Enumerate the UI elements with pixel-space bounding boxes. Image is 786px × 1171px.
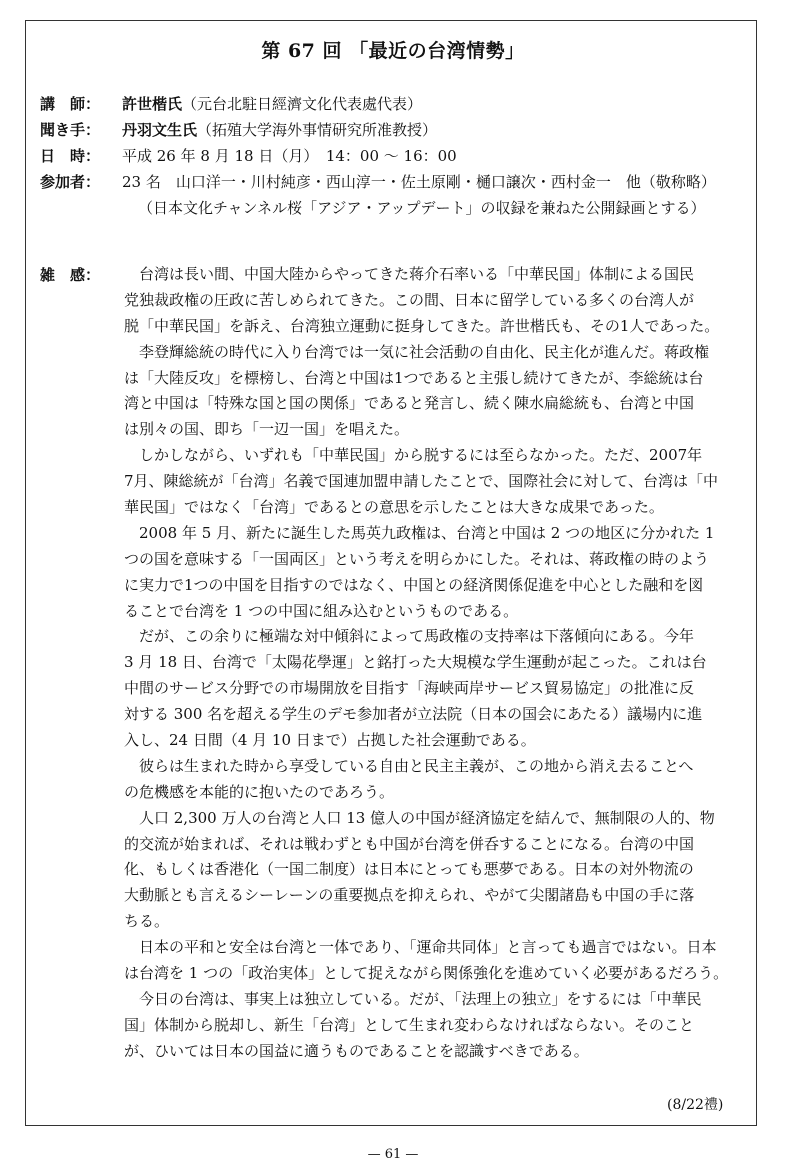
body-line: 日本の平和と安全は台湾と一体であり、「運命共同体」と言っても過言ではない。日本 — [124, 938, 717, 957]
body-line: つの国を意味する「一国両区」という考えを明らかにした。それは、蒋政権の時のよう — [124, 549, 710, 568]
body-line: だが、この余りに極端な対中傾斜によって馬政権の支持率は下落傾向にある。今年 — [124, 627, 695, 646]
body-line: は別々の国、即ち「一辺一国」を唱えた。 — [124, 420, 410, 439]
body-line: 湾と中国は「特殊な国と国の関係」であると発言し、続く陳水扁総統も、台湾と中国 — [124, 394, 695, 413]
body-line: 今日の台湾は、事実上は独立している。だが、「法理上の独立」をするには「中華民 — [124, 989, 702, 1008]
lecturer-label: 講 師： — [40, 95, 101, 113]
body-line: 国」体制から脱却し、新生「台湾」として生まれ変わらなければならない。そのこと — [124, 1015, 695, 1034]
signature: (8/22禮) — [667, 1097, 724, 1113]
interviewer-label: 聞き手： — [40, 121, 101, 139]
body-line: 大動脈とも言えるシーレーンの重要拠点を抑えられ、やがて尖閣諸島も中国の手に落 — [124, 886, 695, 905]
body-line: 彼らは生まれた時から享受している自由と民主主義が、この地から消え去ることへ — [124, 756, 694, 775]
datetime-row — [40, 143, 750, 169]
body-line: 脱「中華民国」を訴え、台湾独立運動に挺身してきた。許世楷氏も、その1人であった。 — [124, 316, 720, 335]
body-line: は「大陸反攻」を標榜し、台湾と中国は1つであると主張し続けてきたが、李総統は台 — [124, 368, 704, 387]
body-line: が、ひいては日本の国益に適うものであることを認識すべきである。 — [124, 1041, 589, 1060]
datetime-value: 平成 26 年 8 月 18 日（月） 14：00 〜 16：00 — [122, 147, 457, 165]
body-line: 華民国」ではなく「台湾」であるとの意思を示したことは大きな成果であった。 — [124, 498, 664, 517]
interviewer-name: 丹羽文生氏 — [122, 121, 198, 139]
participants-row — [40, 169, 750, 195]
body-line: 台湾は長い間、中国大陸からやってきた蒋介石率いる「中華民国」体制による国民 — [124, 265, 695, 283]
datetime-label: 日 時： — [40, 147, 101, 165]
body-line: 7月、陳総統が「台湾」名義で国連加盟申請したことで、国際社会に対して、台湾は「中 — [124, 472, 718, 491]
body-line: 人口 2,300 万人の台湾と人口 13 億人の中国が経済協定を結んで、無制限の人的、物 — [124, 808, 715, 827]
participants-value: 23 名 山口洋一・川村純彦・西山淳一・佐土原剛・樋口譲次・西村金一 他（敬称略） — [122, 173, 716, 191]
lecturer-row — [40, 91, 750, 117]
body-line: に実力で1つの中国を目指すのではなく、中国との経済関係促進を中心とした融和を図 — [124, 575, 704, 594]
lecturer-name: 許世楷氏 — [122, 95, 183, 113]
body-line: 2008 年 5 月、新たに誕生した馬英九政権は、台湾と中国は 2 つの地区に分かれた 1 — [124, 523, 715, 542]
body-line: ることで台湾を 1 つの中国に組み込むというものである。 — [124, 601, 519, 620]
page-title: 第 67 回 「最近の台湾情勢」 — [261, 40, 525, 62]
lecturer-detail: （元台北駐日經濟文化代表處代表） — [182, 95, 423, 113]
body-line: 中間のサービス分野での市場開放を目指す「海峡両岸サービス貿易協定」の批准に反 — [124, 679, 695, 698]
page-number: — 61 — — [367, 1147, 419, 1162]
interviewer-row — [40, 117, 750, 143]
participants-note: （日本文化チャンネル桜「アジア・アップデート」の収録を兼ねた公開録画とする） — [138, 199, 706, 217]
body-line: 入し、24 日間（4 月 10 日まで）占拠した社会運動である。 — [124, 731, 536, 750]
body-line: の危機感を本能的に抱いたのであろう。 — [124, 782, 395, 801]
body-line: 化、もしくは香港化（一国二制度）は日本にとっても悪夢である。日本の対外物流の — [124, 860, 694, 879]
body-line: 3 月 18 日、台湾で「太陽花學運」と銘打った大規模な学生運動が起こった。これは台 — [124, 653, 707, 672]
impressions-text — [124, 262, 786, 1065]
body-line: ちる。 — [124, 912, 170, 931]
body-line: は台湾を 1 つの「政治実体」として捉えながら関係強化を進めていく必要があるだろう。 — [124, 964, 729, 983]
body-line: 党独裁政権の圧政に苦しめられてきた。この間、日本に留学している多くの台湾人が — [124, 290, 695, 309]
body-line: 対する 300 名を超える学生のデモ参加者が立法院（日本の国会にあたる）議場内に進 — [124, 705, 703, 724]
interviewer-detail: （拓殖大学海外事情研究所准教授） — [197, 121, 438, 139]
meta-block — [40, 91, 750, 221]
body-line: 李登輝総統の時代に入り台湾では一気に社会活動の自由化、民主化が進んだ。蒋政権 — [124, 342, 710, 361]
body-line: しかしながら、いずれも「中華民国」から脱するには至らなかった。ただ、2007年 — [124, 446, 703, 465]
body-line: 的交流が始まれば、それは戦わずとも中国が台湾を併呑することになる。台湾の中国 — [124, 834, 695, 853]
participants-label: 参加者： — [40, 173, 101, 191]
impressions-label: 雑 感： — [40, 266, 101, 284]
